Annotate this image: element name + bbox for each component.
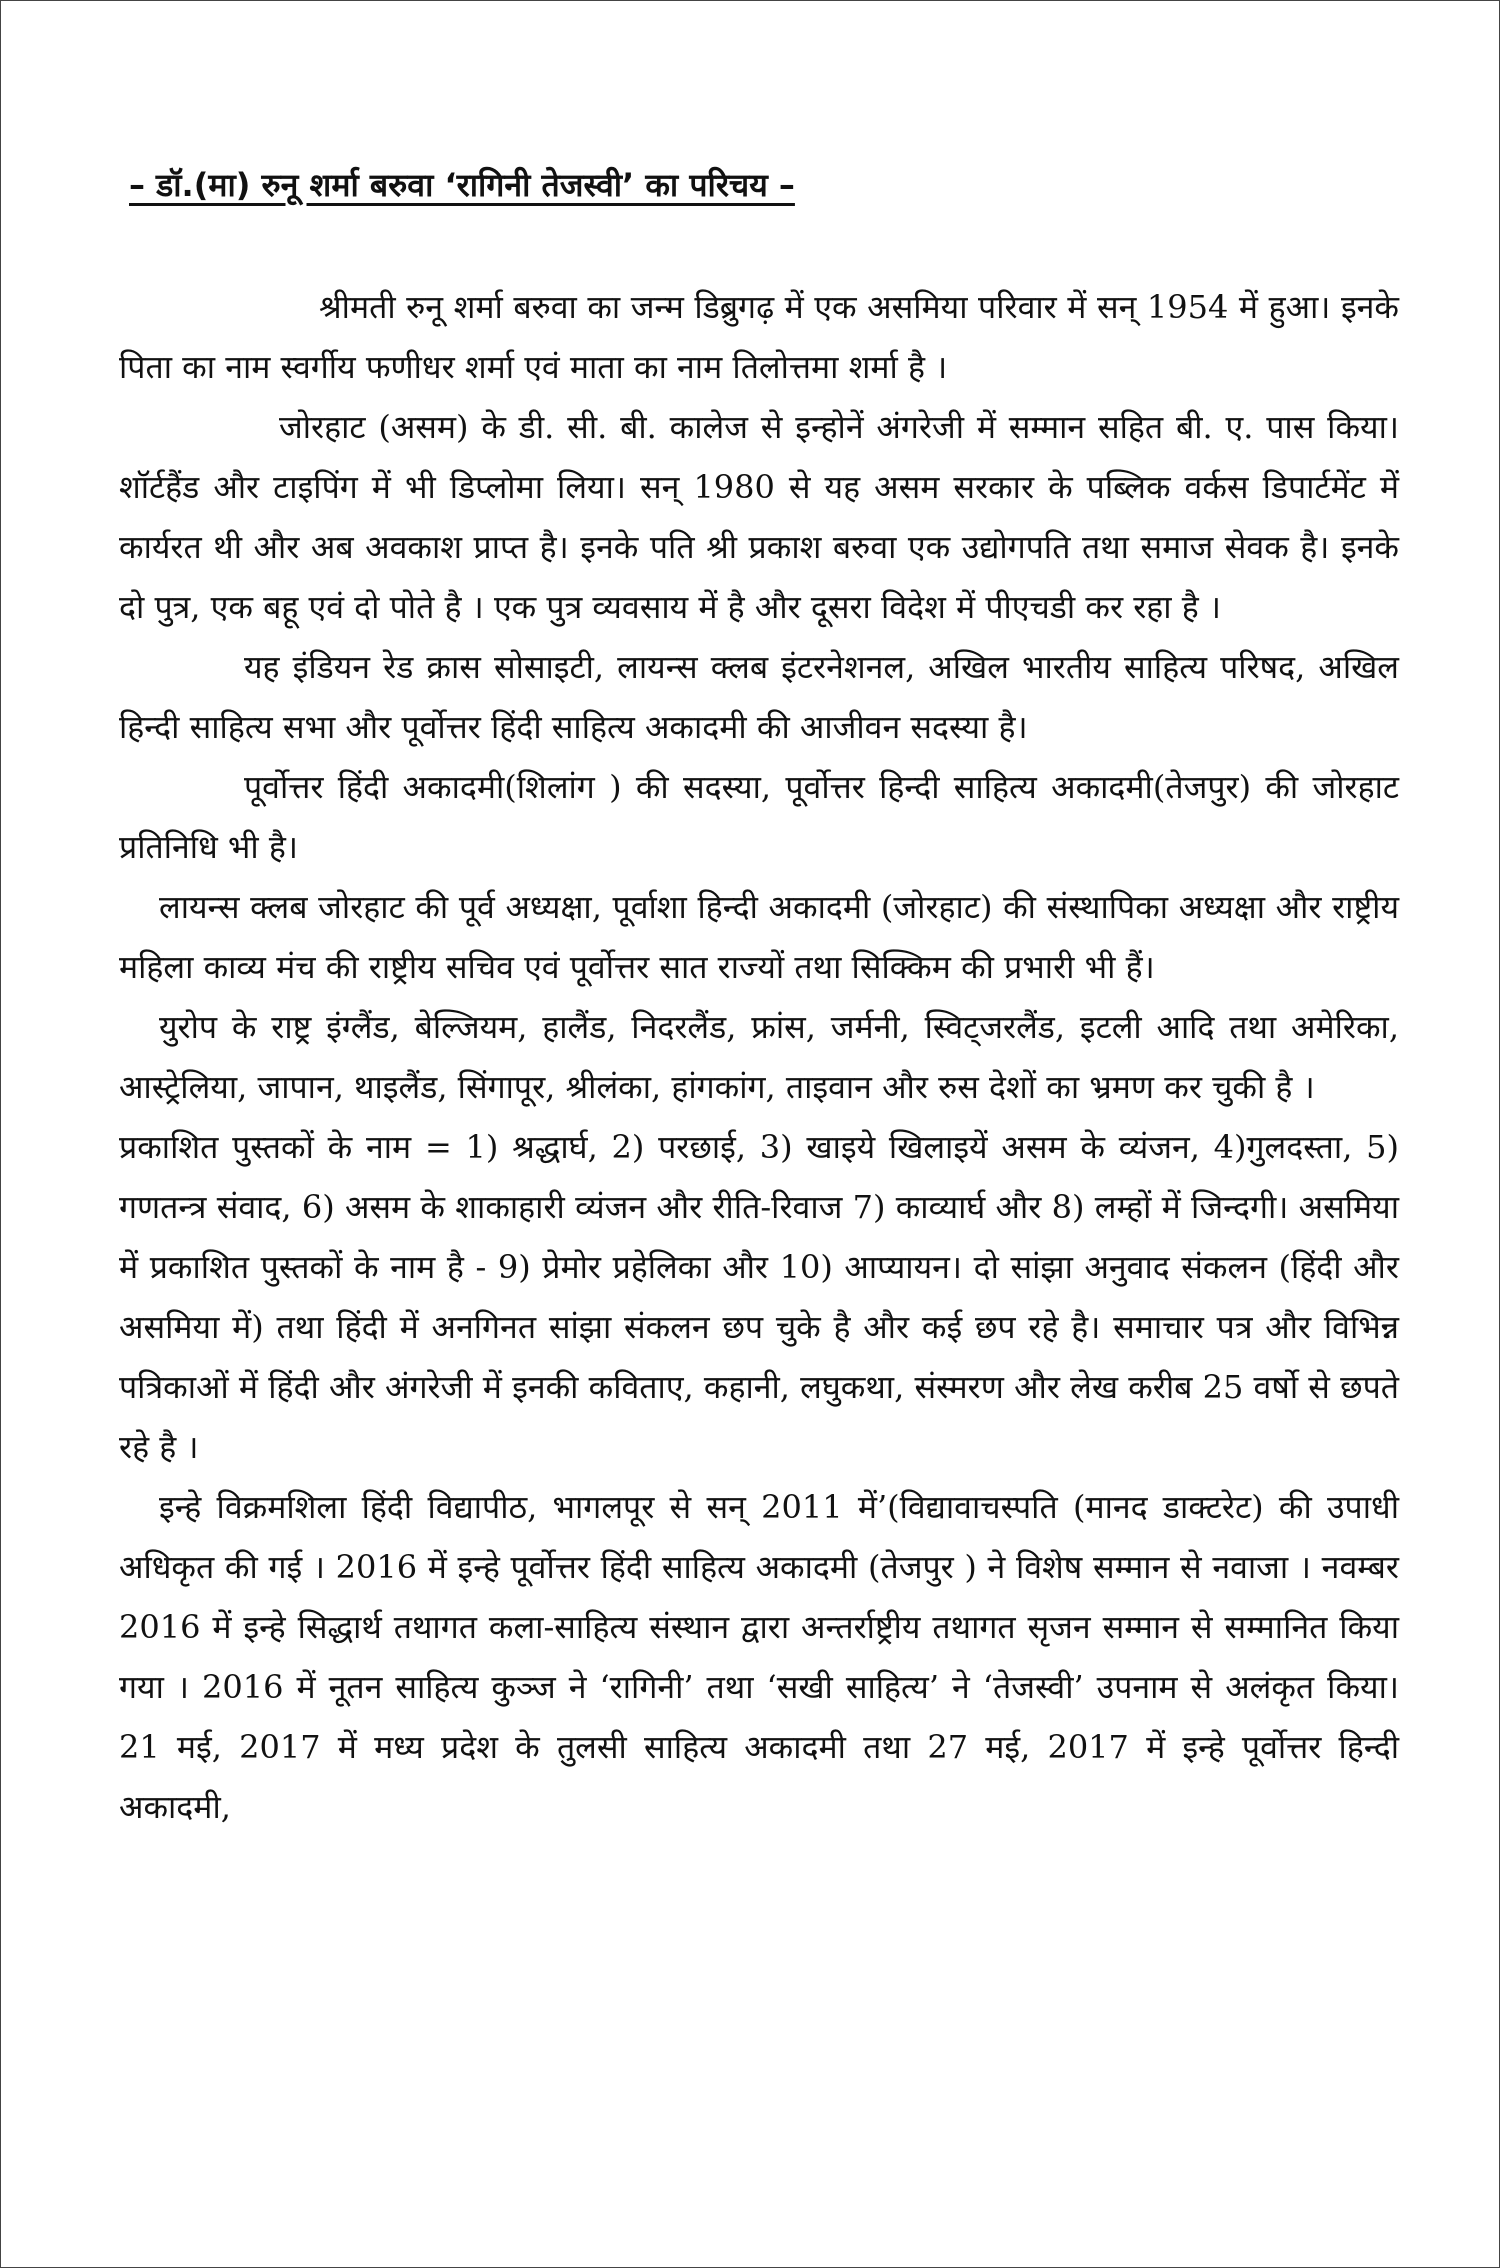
paragraph-honours: इन्हे विक्रमशिला हिंदी विद्यापीठ, भागलपूर से सन् 2011 में’(विद्यावाचस्पति (मानद डाक्टरेट) की उपाधी अधिकृत की गई । 2016 में इन्हे पूर्वोत्तर हिंदी साहित्य अकादमी (तेजपुर ) ने विशेष सम्मान से नवाजा । नवम्बर 2016 में इन्हे सिद्धार्थ तथागत कला-साहित्य संस्थान द्वारा अन्तर्राष्ट्रीय तथागत सृजन सम्मान से सम्मानित किया गया । 2016 में नूतन साहित्य कुञ्ज ने ‘रागिनी’ तथा ‘सखी साहित्य’ ने ‘तेजस्वी’ उपनाम से अलंकृत किया। 21 मई, 2017 में मध्य प्रदेश के तुलसी साहित्य अकादमी तथा 27 मई, 2017 में इन्हे पूर्वोत्तर हिन्दी अकादमी, bbox=[119, 1488, 1399, 1826]
paragraph-representation: पूर्वोत्तर हिंदी अकादमी(शिलांग ) की सदस्या, पूर्वोत्तर हिन्दी साहित्य अकादमी(तेजपुर) की जोरहाट प्रतिनिधि भी है। bbox=[119, 768, 1399, 866]
paragraph-positions: लायन्स क्लब जोरहाट की पूर्व अध्यक्षा, पूर्वाशा हिन्दी अकादमी (जोरहाट) की संस्थापिका अध्यक्षा और राष्ट्रीय महिला काव्य मंच की राष्ट्रीय सचिव एवं पूर्वोत्तर सात राज्यों तथा सिक्किम की प्रभारी भी हैं। bbox=[119, 888, 1399, 986]
paragraph-education: जोरहाट (असम) के डी. सी. बी. कालेज से इन्होनें अंगरेजी में सम्मान सहित बी. ए. पास किया। शॉर्टहैंड और टाइपिंग में भी डिप्लोमा लिया। सन् 1980 से यह असम सरकार के पब्लिक वर्कस डिपार्टमेंट में कार्यरत थी और अब अवकाश प्राप्त है। इनके पति श्री प्रकाश बरुवा एक उद्योगपति तथा समाज सेवक है। इनके दो पुत्र, एक बहू एवं दो पोते है । एक पुत्र व्यवसाय में है और दूसरा विदेश में पीएचडी कर रहा है । bbox=[119, 408, 1399, 626]
document-content bbox=[119, 161, 1399, 1837]
paragraph-publications: प्रकाशित पुस्तकों के नाम = 1) श्रद्धार्घ, 2) परछाई, 3) खाइये खिलाइयें असम के व्यंजन, 4)गुलदस्ता, 5) गणतन्त्र संवाद, 6) असम के शाकाहारी व्यंजन और रीति-रिवाज 7) काव्यार्घ और 8) लम्हों में जिन्दगी। असमिया में प्रकाशित पुस्तकों के नाम है - 9) प्रेमोर प्रहेलिका और 10) आप्यायन। दो सांझा अनुवाद संकलन (हिंदी और असमिया में) तथा हिंदी में अनगिनत सांझा संकलन छप चुके है और कई छप रहे है। समाचार पत्र और विभिन्न पत्रिकाओं में हिंदी और अंगरेजी में इनकी कविताए, कहानी, लघुकथा, संस्मरण और लेख करीब 25 वर्षो से छपते रहे है । bbox=[119, 1128, 1399, 1466]
page-title: – डॉ.(मा) रुनू शर्मा बरुवा ‘रागिनी तेजस्वी’ का परिचय – bbox=[129, 166, 795, 204]
paragraph-birth: श्रीमती रुनू शर्मा बरुवा का जन्म डिब्रुगढ़ में एक असमिया परिवार में सन् 1954 में हुआ। इनके पिता का नाम स्वर्गीय फणीधर शर्मा एवं माता का नाम तिलोत्तमा शर्मा है । bbox=[119, 288, 1399, 386]
paragraph-memberships: यह इंडियन रेड क्रास सोसाइटी, लायन्स क्लब इंटरनेशनल, अखिल भारतीय साहित्य परिषद, अखिल हिन्दी साहित्य सभा और पूर्वोत्तर हिंदी साहित्य अकादमी की आजीवन सदस्या है। bbox=[119, 648, 1399, 746]
paragraph-travels: युरोप के राष्ट्र इंग्लैंड, बेल्जियम, हालैंड, निदरलैंड, फ्रांस, जर्मनी, स्विट्जरलैंड, इटली आदि तथा अमेरिका, आस्ट्रेलिया, जापान, थाइलैंड, सिंगापूर, श्रीलंका, हांगकांग, ताइवान और रुस देशों का भ्रमण कर चुकी है । bbox=[119, 1008, 1399, 1106]
